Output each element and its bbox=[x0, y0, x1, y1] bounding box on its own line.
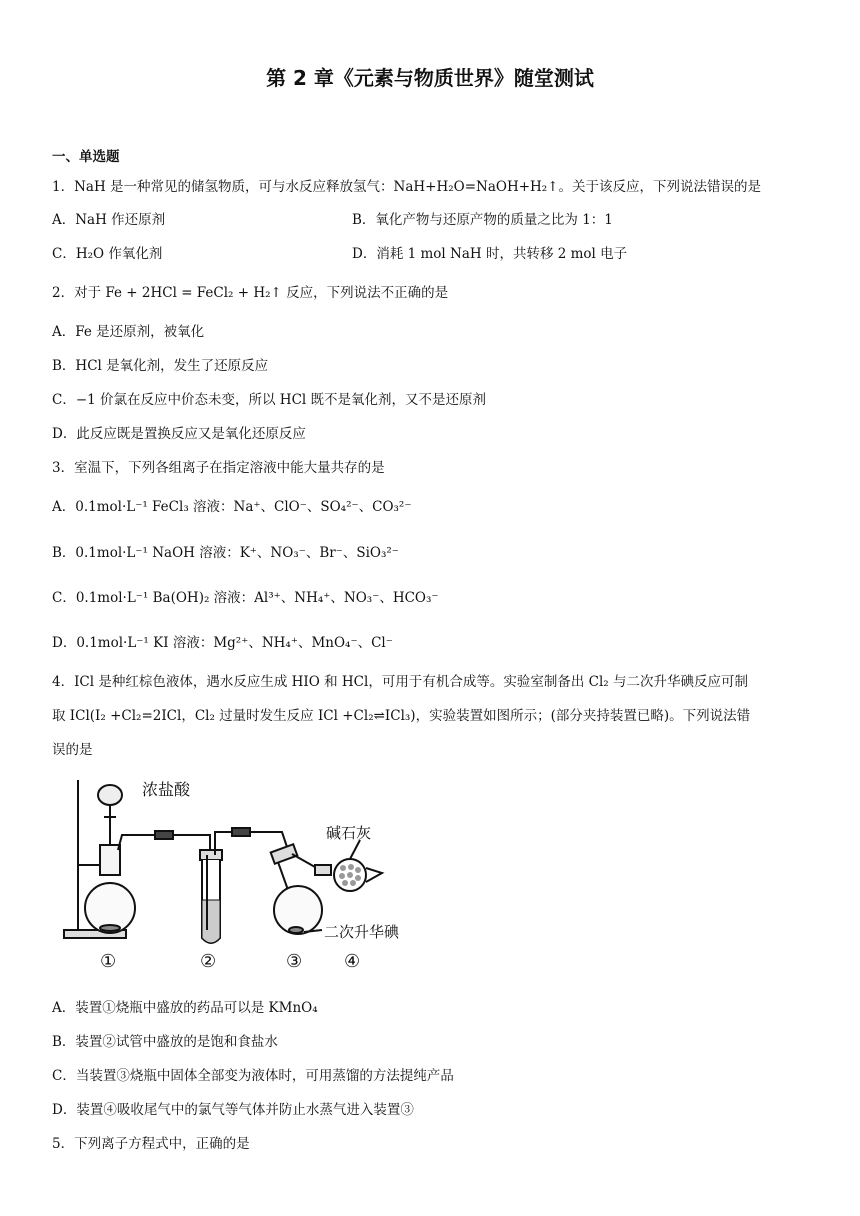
label-n1: ① bbox=[100, 951, 117, 972]
q2-option-c: C．−1 价氯在反应中价态未变，所以 HCl 既不是氧化剂，又不是还原剂 bbox=[52, 392, 487, 408]
label-n4: ④ bbox=[344, 951, 361, 972]
apparatus-figure bbox=[60, 770, 430, 975]
q4-stem-line3: 误的是 bbox=[52, 742, 93, 758]
q4-option-b: B．装置②试管中盛放的是饱和食盐水 bbox=[52, 1034, 278, 1050]
label-lime: 碱石灰 bbox=[326, 824, 372, 842]
q4-stem-line2: 取 ICl(I₂ +Cl₂=2ICl，Cl₂ 过量时发生反应 ICl +Cl₂⇌ICl₃)，实验装置如图所示；(部分夹持装置已略)。下列说法错 bbox=[52, 708, 751, 724]
page-title: 第 2 章《元素与物质世界》随堂测试 bbox=[266, 66, 594, 90]
q3-option-d: D．0.1mol·L⁻¹ KI 溶液：Mg²⁺、NH₄⁺、MnO₄⁻、Cl⁻ bbox=[52, 635, 393, 651]
label-iodine: 二次升华碘 bbox=[324, 923, 400, 941]
q3-option-c: C．0.1mol·L⁻¹ Ba(OH)₂ 溶液：Al³⁺、NH₄⁺、NO₃⁻、HCO₃⁻ bbox=[52, 590, 439, 606]
q2-stem: 2．对于 Fe + 2HCl = FeCl₂ + H₂↑ 反应，下列说法不正确的是 bbox=[52, 285, 449, 301]
q1-option-a: A．NaH 作还原剂 bbox=[52, 212, 166, 228]
q2-option-d: D．此反应既是置换反应又是氧化还原反应 bbox=[52, 426, 306, 442]
q3-option-b: B．0.1mol·L⁻¹ NaOH 溶液：K⁺、NO₃⁻、Br⁻、SiO₃²⁻ bbox=[52, 545, 399, 561]
q1-option-c: C．H₂O 作氧化剂 bbox=[52, 246, 163, 262]
q4-option-a: A．装置①烧瓶中盛放的药品可以是 KMnO₄ bbox=[52, 1000, 318, 1016]
q3-option-a: A．0.1mol·L⁻¹ FeCl₃ 溶液：Na⁺、ClO⁻、SO₄²⁻、CO₃²⁻ bbox=[52, 499, 412, 515]
flask-3-neck bbox=[278, 862, 288, 890]
q5-stem: 5．下列离子方程式中，正确的是 bbox=[52, 1136, 250, 1152]
label-n3: ③ bbox=[286, 951, 303, 972]
q1-stem: 1．NaH 是一种常见的储氢物质，可与水反应释放氢气：NaH+H₂O=NaOH+H₂↑。关于该反应，下列说法错误的是 bbox=[52, 179, 762, 195]
label-hcl: 浓盐酸 bbox=[142, 780, 191, 799]
separatory-funnel bbox=[98, 785, 122, 805]
q4-stem-line1: 4．ICl 是种红棕色液体，遇水反应生成 HIO 和 HCl，可用于有机合成等。实验室制备出 Cl₂ 与二次升华碘反应可制 bbox=[52, 674, 748, 690]
drying-tube-tip bbox=[366, 868, 382, 882]
q2-option-b: B．HCl 是氧化剂，发生了还原反应 bbox=[52, 358, 269, 374]
section-heading: 一、单选题 bbox=[52, 149, 120, 165]
q4-option-c: C．当装置③烧瓶中固体全部变为液体时，可用蒸馏的方法提纯产品 bbox=[52, 1068, 454, 1084]
q1-option-b: B．氧化产物与还原产物的质量之比为 1：1 bbox=[352, 212, 613, 228]
q2-option-a: A．Fe 是还原剂，被氧化 bbox=[52, 324, 205, 340]
q4-option-d: D．装置④吸收尾气中的氯气等气体并防止水蒸气进入装置③ bbox=[52, 1102, 414, 1118]
q1-option-d: D．消耗 1 mol NaH 时，共转移 2 mol 电子 bbox=[352, 246, 628, 262]
label-n2: ② bbox=[200, 951, 217, 972]
flask-1-neck bbox=[100, 845, 120, 875]
q3-stem: 3．室温下，下列各组离子在指定溶液中能大量共存的是 bbox=[52, 460, 385, 476]
